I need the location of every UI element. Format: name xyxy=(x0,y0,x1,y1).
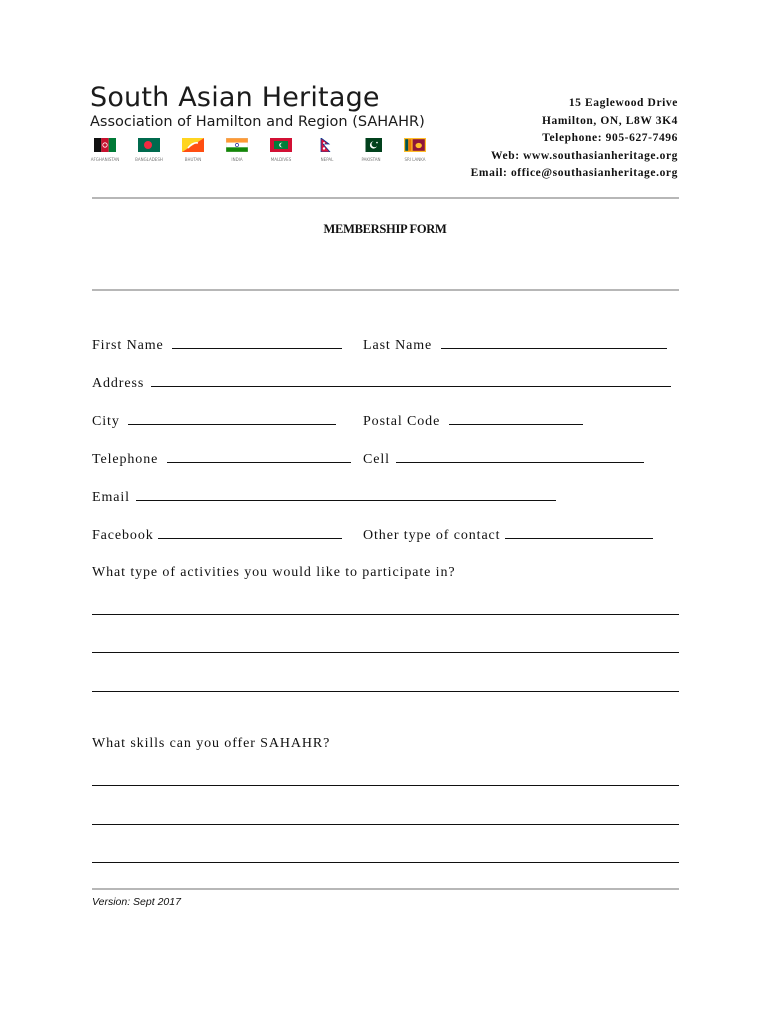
flag-label: SRI LANKA xyxy=(404,157,426,162)
logo-title: South Asian Heritage xyxy=(90,82,380,113)
cell-field[interactable] xyxy=(396,450,644,463)
skills-question: What skills can you offer SAHAHR? xyxy=(92,736,331,751)
other-contact-label: Other type of contact xyxy=(363,528,501,543)
last-name-field[interactable] xyxy=(441,336,667,349)
flag-pakistan-icon xyxy=(360,138,382,162)
address-row xyxy=(92,374,671,392)
contact-info xyxy=(471,95,678,183)
facebook-label: Facebook xyxy=(92,528,154,543)
flag-bhutan-icon xyxy=(182,138,204,162)
email-field[interactable] xyxy=(136,488,556,501)
facebook-field[interactable] xyxy=(158,526,342,539)
flag-maldives-icon xyxy=(270,138,292,162)
first-name-label: First Name xyxy=(92,338,164,353)
city-row xyxy=(92,412,336,430)
facebook-row xyxy=(92,526,342,544)
flag-label: BHUTAN xyxy=(184,157,202,162)
title-divider xyxy=(92,289,679,291)
flag-afghanistan-icon xyxy=(90,138,120,162)
flag-bangladesh-icon xyxy=(135,138,163,162)
flag-label: AFGHANISTAN xyxy=(90,157,120,162)
postal-code-label: Postal Code xyxy=(363,414,441,429)
flag-label: MALDIVES xyxy=(270,157,292,162)
postal-code-row xyxy=(363,412,583,430)
flag-strip xyxy=(92,138,432,168)
city-label: City xyxy=(92,414,120,429)
other-contact-field[interactable] xyxy=(505,526,653,539)
organization-logo xyxy=(72,76,432,174)
last-name-row xyxy=(363,336,667,354)
flag-label: PAKISTAN xyxy=(361,157,381,162)
flag-label: NEPAL xyxy=(320,157,334,162)
skills-answer-line[interactable] xyxy=(92,862,679,863)
contact-city: Hamilton, ON, L8W 3K4 xyxy=(541,114,678,127)
contact-email: Email: office@southasianheritage.org xyxy=(470,167,678,179)
flag-sri-lanka-icon xyxy=(404,138,426,162)
name-row xyxy=(92,336,342,354)
address-field[interactable] xyxy=(151,374,671,387)
footer-divider xyxy=(92,888,679,890)
address-label: Address xyxy=(92,376,145,391)
first-name-field[interactable] xyxy=(172,336,342,349)
activities-answer-line[interactable] xyxy=(92,652,679,653)
activities-answer-line[interactable] xyxy=(92,691,679,692)
flag-label: BANGLADESH xyxy=(135,157,163,162)
logo-subtitle: Association of Hamilton and Region (SAHAHR) xyxy=(90,114,425,130)
cell-row xyxy=(363,450,644,468)
email-label: Email xyxy=(92,490,130,505)
activities-answer-line[interactable] xyxy=(92,614,679,615)
last-name-label: Last Name xyxy=(363,338,433,353)
telephone-label: Telephone xyxy=(92,452,159,467)
version-note: Version: Sept 2017 xyxy=(92,896,181,908)
email-row xyxy=(92,488,556,506)
telephone-row xyxy=(92,450,351,468)
flag-label: INDIA xyxy=(231,157,243,162)
city-field[interactable] xyxy=(128,412,336,425)
form-title: MEMBERSHIP FORM xyxy=(323,222,447,236)
activities-question: What type of activities you would like to participate in? xyxy=(92,565,456,580)
cell-label: Cell xyxy=(363,452,390,467)
flag-india-icon xyxy=(226,138,248,162)
telephone-field[interactable] xyxy=(167,450,351,463)
contact-web: Web: www.southasianheritage.org xyxy=(491,149,678,162)
skills-answer-line[interactable] xyxy=(92,824,679,825)
postal-code-field[interactable] xyxy=(449,412,583,425)
skills-answer-line[interactable] xyxy=(92,785,679,786)
contact-telephone: Telephone: 905-627-7496 xyxy=(542,132,678,144)
contact-street: 15 Eaglewood Drive xyxy=(568,97,678,109)
flag-nepal-icon xyxy=(316,138,338,162)
header-divider xyxy=(92,197,679,199)
other-contact-row xyxy=(363,526,653,544)
